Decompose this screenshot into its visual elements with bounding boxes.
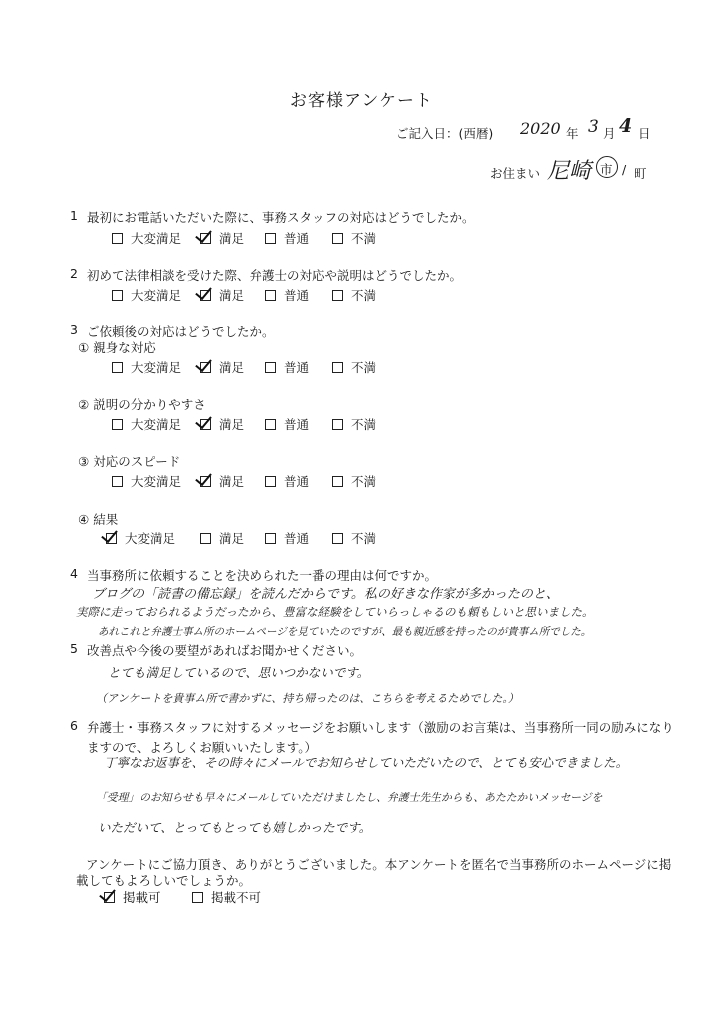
q2-text: 初めて法律相談を受けた際、弁護士の対応や説明はどうでしたか。 (87, 268, 463, 283)
checkbox[interactable] (265, 476, 276, 487)
checkbox[interactable] (112, 476, 123, 487)
checkbox-checked[interactable] (200, 419, 211, 430)
q6-answer-line1: 丁寧なお返事を、その時々にメールでお知らせしていただいたので、とても安心できました。 (104, 755, 629, 770)
q3-sub1-option-very-satisfied[interactable]: 大変満足 (112, 358, 181, 376)
entry-date-label: ご記入日：(西暦) (396, 126, 494, 141)
q3-sub2-option-very-satisfied[interactable]: 大変満足 (112, 415, 181, 433)
q6-answer-line2: 「受理」のお知らせも早々にメールしていただけましたし、弁護士先生からも、あたたかいメッセージを (96, 791, 603, 804)
q1-text: 最初にお電話いただいた際に、事務スタッフの対応はどうでしたか。 (87, 210, 475, 225)
checkbox[interactable] (332, 533, 343, 544)
q5-text: 改善点や今後の要望があればお聞かせください。 (87, 643, 363, 658)
q4-text: 当事務所に依頼することを決められた一番の理由は何ですか。 (87, 568, 438, 583)
year-unit: 年 (566, 126, 579, 141)
q3-sub3-heading: ③ 対応のスピード (78, 454, 181, 469)
q5-number: 5 (70, 641, 78, 656)
q6-text-line2: ますので、よろしくお願いいたします。） (87, 740, 318, 755)
checkbox[interactable] (265, 233, 276, 244)
q3-text: ご依頼後の対応はどうでしたか。 (87, 324, 275, 339)
checkbox[interactable] (112, 290, 123, 301)
closing-line2: 載してもよろしいでしょうか。 (76, 873, 252, 888)
entry-date-month: 3 (588, 117, 599, 137)
q3-sub3-option-normal[interactable]: 普通 (265, 472, 309, 490)
checkbox[interactable] (265, 290, 276, 301)
q3-sub4-option-normal[interactable]: 普通 (265, 529, 309, 547)
checkbox[interactable] (332, 290, 343, 301)
q2-option-very-satisfied[interactable]: 大変満足 (112, 286, 181, 304)
q1-option-dissatisfied[interactable]: 不満 (332, 229, 376, 247)
checkbox[interactable] (265, 362, 276, 373)
q3-sub1-option-normal[interactable]: 普通 (265, 358, 309, 376)
checkbox[interactable] (192, 892, 203, 903)
checkbox[interactable] (332, 233, 343, 244)
checkbox[interactable] (265, 419, 276, 430)
checkbox[interactable] (112, 233, 123, 244)
residence-city: 尼崎 (547, 159, 592, 184)
checkbox-checked[interactable] (200, 290, 211, 301)
q3-number: 3 (70, 322, 78, 337)
city-marker: 市 (600, 162, 613, 177)
q3-sub1-option-satisfied[interactable]: 満足 (200, 358, 244, 376)
checkbox-checked[interactable] (200, 476, 211, 487)
q2-option-satisfied[interactable]: 満足 (200, 286, 244, 304)
checkbox[interactable] (112, 419, 123, 430)
q3-sub3-option-very-satisfied[interactable]: 大変満足 (112, 472, 181, 490)
checkbox-checked[interactable] (104, 892, 115, 903)
page-title: お客様アンケート (290, 91, 433, 111)
q1-option-satisfied[interactable]: 満足 (200, 229, 244, 247)
checkbox[interactable] (332, 362, 343, 373)
q3-sub2-option-dissatisfied[interactable]: 不満 (332, 415, 376, 433)
q3-sub2-option-normal[interactable]: 普通 (265, 415, 309, 433)
q2-number: 2 (70, 266, 78, 281)
q6-text-line1: 弁護士・事務スタッフに対するメッセージをお願いします（激励のお言葉は、当事務所一同の励みになり (87, 720, 674, 735)
entry-date-day: 4 (619, 115, 633, 137)
q4-answer-line3: あれこれと弁護士事ム所のホームページを見ていたのですが、最も親近感を持ったのが貴事ム所でした。 (98, 626, 592, 638)
q6-answer-line3: いただいて、とってもとっても嬉しかったです。 (98, 820, 372, 835)
month-unit: 月 (603, 126, 616, 141)
q3-sub3-option-dissatisfied[interactable]: 不満 (332, 472, 376, 490)
closing-line1: アンケートにご協力頂き、ありがとうございました。本アンケートを匿名で当事務所のホームページに掲 (86, 857, 672, 872)
q5-answer-line2: （アンケートを貴事ム所で書かずに、持ち帰ったのは、こちらを考えるためでした。） (96, 692, 519, 705)
residence-slash: / (622, 162, 627, 177)
q3-sub2-heading: ② 説明の分かりやすさ (78, 397, 206, 412)
q3-sub1-heading: ① 親身な対応 (78, 340, 156, 355)
checkbox[interactable] (112, 362, 123, 373)
closing-option-allow[interactable]: 掲載可 (104, 888, 161, 906)
residence-label: お住まい (490, 166, 541, 181)
q3-sub4-option-satisfied[interactable]: 満足 (200, 529, 244, 547)
q3-sub1-option-dissatisfied[interactable]: 不満 (332, 358, 376, 376)
q2-option-dissatisfied[interactable]: 不満 (332, 286, 376, 304)
checkbox[interactable] (265, 533, 276, 544)
q2-option-normal[interactable]: 普通 (265, 286, 309, 304)
q1-option-normal[interactable]: 普通 (265, 229, 309, 247)
q6-number: 6 (70, 718, 78, 733)
q1-number: 1 (70, 208, 78, 223)
checkbox-checked[interactable] (200, 233, 211, 244)
q4-number: 4 (70, 566, 78, 581)
closing-option-disallow[interactable]: 掲載不可 (192, 888, 261, 906)
q1-option-very-satisfied[interactable]: 大変満足 (112, 229, 181, 247)
q4-answer-line2: 実際に走っておられるようだったから、豊富な経験をしていらっしゃるのも頼もしいと思いました。 (76, 605, 594, 619)
checkbox-checked[interactable] (106, 533, 117, 544)
q5-answer-line1: とても満足しているので、思いつかないです。 (108, 665, 370, 680)
day-unit: 日 (638, 126, 651, 141)
q3-sub4-option-very-satisfied[interactable]: 大変満足 (106, 529, 175, 547)
checkbox-checked[interactable] (200, 362, 211, 373)
checkbox[interactable] (332, 419, 343, 430)
entry-date-year: 2020 (520, 119, 561, 138)
q3-sub2-option-satisfied[interactable]: 満足 (200, 415, 244, 433)
checkbox[interactable] (332, 476, 343, 487)
q3-sub4-option-dissatisfied[interactable]: 不満 (332, 529, 376, 547)
checkbox[interactable] (200, 533, 211, 544)
q3-sub4-heading: ④ 結果 (78, 512, 119, 527)
q4-answer-line1: ブログの「読書の備忘録」を読んだからです。私の好きな作家が多かったのと、 (92, 587, 559, 602)
town-suffix: 町 (634, 166, 647, 181)
q3-sub3-option-satisfied[interactable]: 満足 (200, 472, 244, 490)
